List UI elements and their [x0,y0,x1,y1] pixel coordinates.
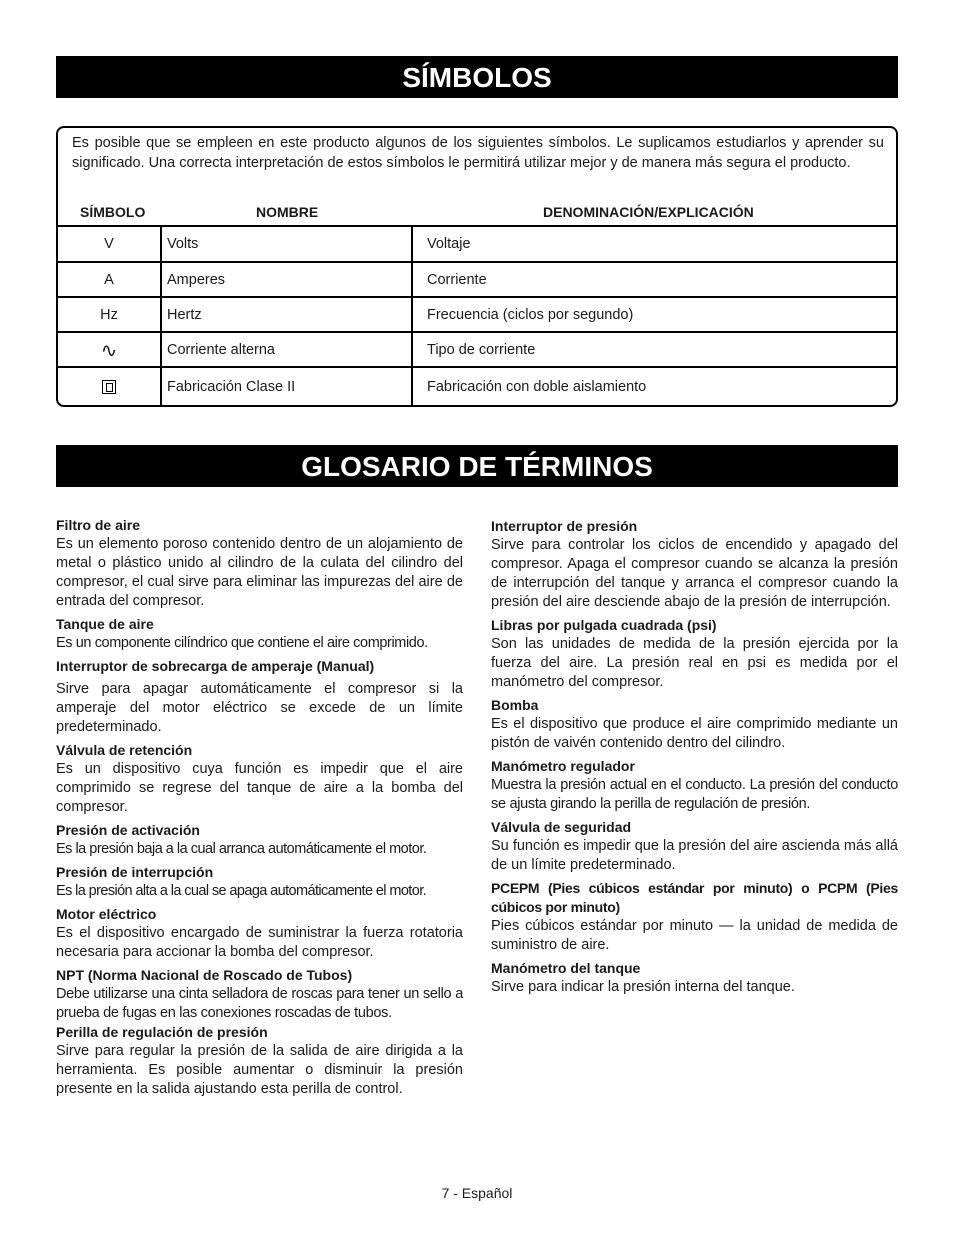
glossary-term: Perilla de regulación de presión [56,1024,268,1040]
glossary-term: Interruptor de sobrecarga de amperaje (Manual) [56,658,375,674]
name-cell: Volts [162,227,413,261]
glossary-definition: Muestra la presión actual en el conducto. La presión del conducto se ajusta girando la perilla de regulación de presión. [491,777,898,812]
glossary-term: Válvula de seguridad [491,819,632,835]
glossary-definition: Es el dispositivo encargado de suministrar la fuerza rotatoria necesaria para accionar la bomba del compresor. [56,925,463,960]
symbols-title: SÍMBOLOS [56,56,898,98]
symbols-intro: Es posible que se empleen en este producto algunos de los siguientes símbolos. Le suplicamos estudiarlos y aprender su significado. Una correcta interpretación de estos símbolos le permitirá utilizar mejor y de manera más segura el producto. [72,135,884,171]
explanation-cell: Frecuencia (ciclos por segundo) [427,307,634,323]
symbol-cell: Hz [58,298,162,332]
explanation-cell: Voltaje [427,236,471,252]
class-ii-double-square-icon [102,380,116,394]
name-cell: Hertz [162,298,413,332]
glossary-definition: Pies cúbicos estándar por minuto — la unidad de medida de suministro de aire. [491,918,898,953]
header-name: NOMBRE [256,204,319,220]
symbol-cell: V [58,227,162,261]
explanation-cell: Tipo de corriente [427,342,536,358]
glossary-term: Motor eléctrico [56,906,157,922]
glossary-definition: Debe utilizarse una cinta selladora de roscas para tener un sello a prueba de fugas en las conexiones roscadas de tubos. [56,986,463,1021]
table-row [58,225,896,261]
glossary-term: Interruptor de presión [491,518,638,534]
symbols-table [56,126,898,407]
glossary-term: Manómetro regulador [491,758,635,774]
glossary-term: Presión de interrupción [56,864,214,880]
symbol-cell [58,333,162,367]
glossary-definition: Son las unidades de medida de la presión ejercida por la fuerza del aire. La presión real en psi es medida por el manómetro del compresor. [491,636,898,690]
explanation-cell: Fabricación con doble aislamiento [427,379,647,395]
glossary-definition: Sirve para controlar los ciclos de encendido y apagado del compresor. Apaga el compresor cuando se alcanza la presión de interrupción del tanque y arranca el compresor cuando la presión del aire desciende abajo de la presión de interrupción. [491,537,898,610]
name-cell: Amperes [162,263,413,297]
glossary-left-column [56,512,463,1099]
glossary-definition: Es un dispositivo cuya función es impedir que el aire comprimido se regrese del tanque de aire a la bomba del compresor. [56,761,463,815]
header-explanation: DENOMINACIÓN/EXPLICACIÓN [543,204,754,220]
alternating-current-icon: ∿ [100,338,118,362]
name-cell: Corriente alterna [162,333,413,367]
glossary-right-column [491,513,898,997]
table-row [58,296,896,332]
page-number: 7 - Español [441,1185,513,1201]
glossary-term: Bomba [491,697,539,713]
glossary-definition: Sirve para indicar la presión interna del tanque. [491,979,795,995]
symbol-cell [58,368,162,407]
glossary-term: Tanque de aire [56,616,154,632]
explanation-cell: Corriente [427,272,487,288]
name-cell: Fabricación Clase II [162,368,413,407]
glossary-term: Manómetro del tanque [491,960,641,976]
glossary-term: Filtro de aire [56,517,141,533]
glossary-definition: Es la presión alta a la cual se apaga automáticamente el motor. [56,883,427,899]
glossary-definition: Sirve para apagar automáticamente el compresor si la amperaje del motor eléctrico se excede de un límite predeterminado. [56,681,463,735]
glossary-term: NPT (Norma Nacional de Roscado de Tubos) [56,967,353,983]
glossary-definition: Es el dispositivo que produce el aire comprimido mediante un pistón de vaivén contenido dentro del cilindro. [491,716,898,751]
header-symbol: SÍMBOLO [80,204,146,220]
glossary-definition: Es un componente cilíndrico que contiene el aire comprimido. [56,635,428,651]
glossary-definition: Sirve para regular la presión de la salida de aire dirigida a la herramienta. Es posible aumentar o disminuir la presión presente en la salida ajustando esta perilla de control. [56,1043,463,1097]
symbol-cell: A [58,263,162,297]
glossary-definition: Su función es impedir que la presión del aire ascienda más allá de un límite predeterminado. [491,838,898,873]
glossary-term: PCEPM (Pies cúbicos estándar por minuto) o PCPM (Pies cúbicos por minuto) [491,880,898,915]
table-row [58,261,896,297]
glossary-title: GLOSARIO DE TÉRMINOS [56,445,898,487]
table-row [58,366,896,407]
glossary-definition: Es la presión baja a la cual arranca automáticamente el motor. [56,841,427,857]
glossary-definition: Es un elemento poroso contenido dentro de un alojamiento de metal o plástico unido al cilindro de la culata del cilindro del compresor, el cual sirve para eliminar las impurezas del aire de entrada del compresor. [56,536,463,609]
glossary-term: Válvula de retención [56,742,193,758]
glossary-term: Presión de activación [56,822,200,838]
glossary-term: Libras por pulgada cuadrada (psi) [491,617,717,633]
table-row [58,331,896,367]
